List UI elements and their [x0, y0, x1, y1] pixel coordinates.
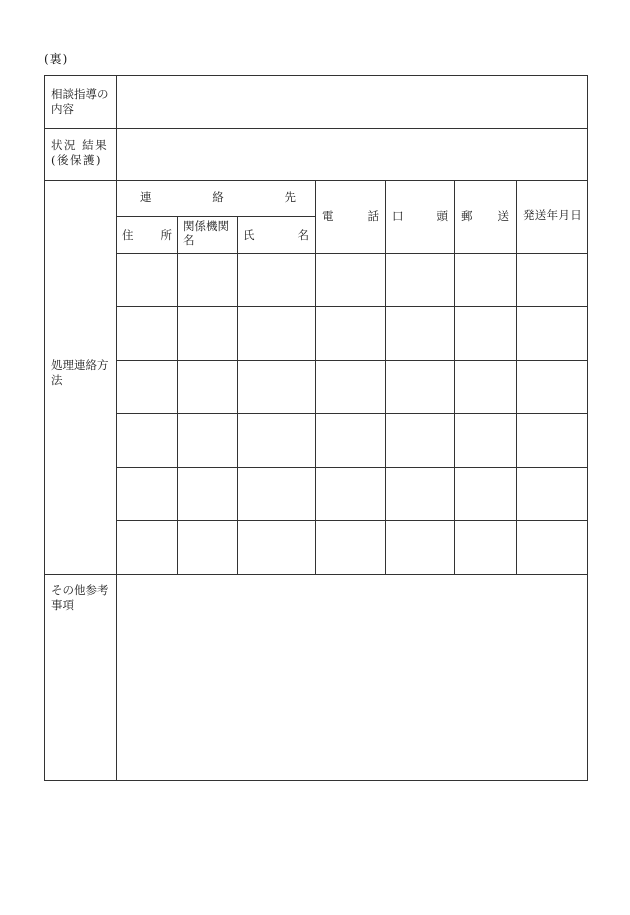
- address-header-char-2: 所: [160, 228, 172, 242]
- entry-cell-phone[interactable]: [316, 468, 385, 520]
- phone-header: [322, 209, 379, 223]
- entry-cell-oral[interactable]: [386, 361, 454, 413]
- form-table: [44, 75, 588, 781]
- oral-header-char-2: 頭: [436, 209, 448, 223]
- mail-header-char-1: 郵: [461, 209, 473, 223]
- entry-cell-mail[interactable]: [455, 361, 516, 413]
- entry-cell-mail[interactable]: [455, 414, 516, 467]
- entry-cell-related-org[interactable]: [178, 307, 237, 360]
- related-org-header-line2: 名: [183, 233, 195, 247]
- entry-cell-phone[interactable]: [316, 521, 385, 574]
- entry-cell-oral[interactable]: [386, 521, 454, 574]
- entry-cell-address[interactable]: [117, 521, 177, 574]
- name-header-char-1: 氏: [243, 228, 255, 242]
- consultation-label-line2: 内容: [51, 102, 74, 116]
- address-header: [122, 228, 172, 242]
- contact-group-char-2: 絡: [212, 190, 224, 204]
- entry-cell-name[interactable]: [238, 521, 315, 574]
- consultation-label: [51, 87, 109, 117]
- processing-label-line1: 処理連絡方: [51, 358, 109, 372]
- entry-cell-related-org[interactable]: [178, 468, 237, 520]
- entry-cell-mail[interactable]: [455, 521, 516, 574]
- entry-cell-related-org[interactable]: [178, 521, 237, 574]
- status-label-line2: (後保護): [51, 153, 102, 167]
- entry-cell-address[interactable]: [117, 307, 177, 360]
- entry-cell-sent-date[interactable]: [517, 307, 587, 360]
- entry-cell-name[interactable]: [238, 414, 315, 467]
- entry-cell-address[interactable]: [117, 254, 177, 306]
- entry-cell-sent-date[interactable]: [517, 521, 587, 574]
- entry-cell-oral[interactable]: [386, 307, 454, 360]
- contact-group-header: [140, 190, 296, 204]
- entry-cell-phone[interactable]: [316, 307, 385, 360]
- page-label: (裏): [44, 52, 69, 66]
- consultation-label-line1: 相談指導の: [51, 87, 109, 101]
- oral-header-char-1: 口: [392, 209, 404, 223]
- name-header-char-2: 名: [297, 228, 309, 242]
- related-org-header: [183, 219, 229, 247]
- entry-cell-phone[interactable]: [316, 254, 385, 306]
- status-field[interactable]: [117, 129, 587, 180]
- entry-cell-name[interactable]: [238, 468, 315, 520]
- entry-cell-oral[interactable]: [386, 254, 454, 306]
- entry-cell-oral[interactable]: [386, 468, 454, 520]
- processing-label: [51, 358, 109, 388]
- entry-cell-address[interactable]: [117, 361, 177, 413]
- entry-cell-address[interactable]: [117, 468, 177, 520]
- contact-group-char-3: 先: [284, 190, 296, 204]
- mail-header-char-2: 送: [497, 209, 509, 223]
- phone-header-char-1: 電: [322, 209, 334, 223]
- entry-cell-related-org[interactable]: [178, 254, 237, 306]
- other-label: [51, 583, 109, 613]
- processing-label-line2: 法: [51, 373, 63, 387]
- related-org-header-line1: 関係機関: [183, 219, 229, 233]
- entry-cell-sent-date[interactable]: [517, 254, 587, 306]
- address-header-char-1: 住: [122, 228, 134, 242]
- status-label: [51, 138, 108, 168]
- oral-header: [392, 209, 448, 223]
- entry-cell-mail[interactable]: [455, 468, 516, 520]
- entry-cell-sent-date[interactable]: [517, 468, 587, 520]
- sent-date-header: 発送年月日: [523, 208, 582, 222]
- other-label-line2: 事項: [51, 598, 74, 612]
- entry-cell-name[interactable]: [238, 361, 315, 413]
- entry-cell-related-org[interactable]: [178, 361, 237, 413]
- entry-cell-related-org[interactable]: [178, 414, 237, 467]
- entry-cell-phone[interactable]: [316, 361, 385, 413]
- entry-cell-mail[interactable]: [455, 254, 516, 306]
- divider-after-status: [45, 180, 587, 181]
- entry-cell-mail[interactable]: [455, 307, 516, 360]
- entry-cell-sent-date[interactable]: [517, 361, 587, 413]
- other-field[interactable]: [117, 575, 587, 780]
- divider-contact-subheader: [116, 216, 315, 217]
- entry-cell-name[interactable]: [238, 254, 315, 306]
- mail-header: [461, 209, 509, 223]
- status-label-line1: 状況 結果: [51, 138, 109, 152]
- contact-group-char-1: 連: [140, 190, 152, 204]
- name-header: [243, 228, 309, 242]
- other-label-line1: その他参考: [51, 583, 109, 597]
- entry-cell-phone[interactable]: [316, 414, 385, 467]
- phone-header-char-2: 話: [367, 209, 379, 223]
- entry-cell-address[interactable]: [117, 414, 177, 467]
- entry-cell-sent-date[interactable]: [517, 414, 587, 467]
- entry-cell-name[interactable]: [238, 307, 315, 360]
- entry-cell-oral[interactable]: [386, 414, 454, 467]
- consultation-field[interactable]: [117, 76, 587, 128]
